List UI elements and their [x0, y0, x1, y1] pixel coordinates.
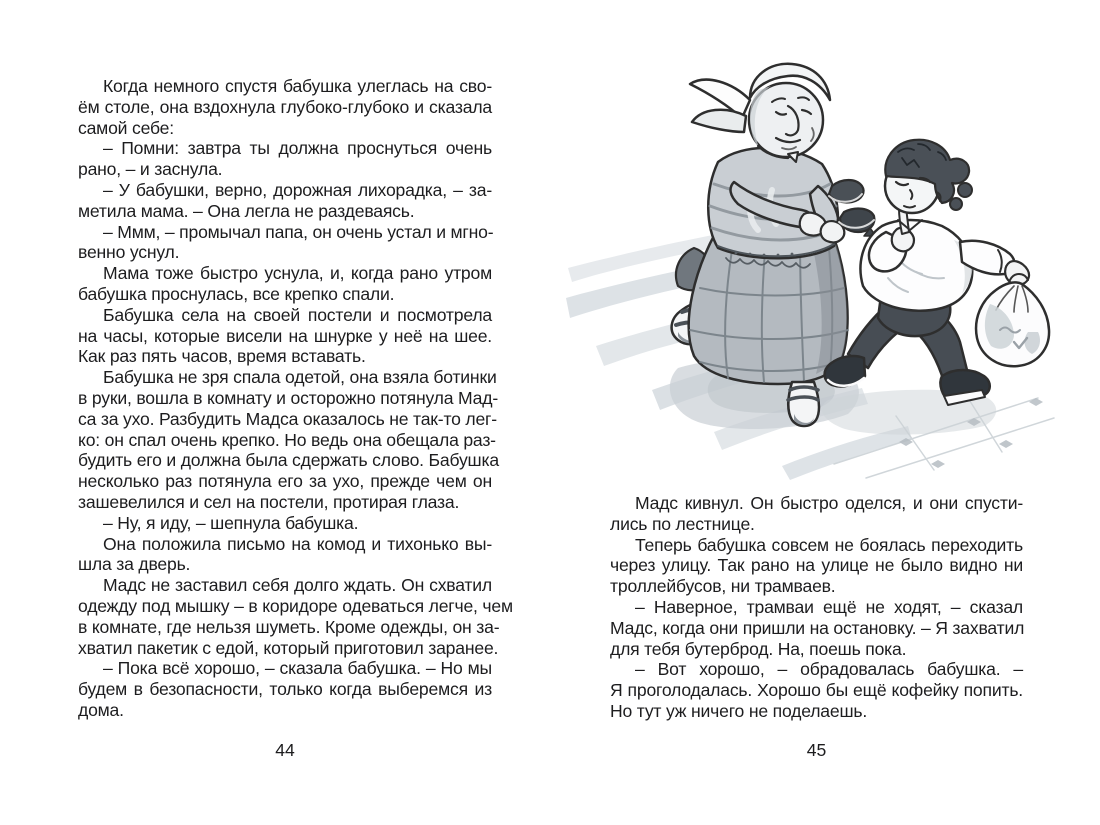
text-line: – Пока всё хорошо, – сказала бабушка. – Но мы: [103, 658, 492, 679]
text-line: лись по лестнице.: [610, 513, 755, 534]
boy-figure: [825, 140, 1049, 405]
illustration-grandma-and-boy: [566, 36, 1073, 481]
text-line: Мадс не заставил себя долго ждать. Он схватил: [103, 575, 492, 596]
text-line: на часы, которые висели на шнурке у неё на шее.: [78, 325, 492, 346]
text-line: Бабушка не зря спала одетой, она взяла ботинки: [103, 367, 497, 388]
text-line: – Наверное, трамваи ещё не ходят, – сказал: [635, 596, 1023, 617]
text-line: метила мама. – Она легла не раздеваясь.: [78, 200, 415, 221]
page-left-text: [78, 76, 513, 721]
text-line: в комнате, где нельзя шуметь. Кроме одежды, он за-: [78, 616, 500, 637]
text-line: несколько раз потянула его за ухо, прежде чем он: [78, 471, 492, 492]
text-line: самой себе:: [78, 117, 174, 138]
page-right-text: [610, 493, 1023, 722]
text-line: Как раз пять часов, время вставать.: [78, 346, 366, 367]
text-line: бабушка проснулась, все крепко спали.: [78, 283, 395, 304]
text-line: Мадс кивнул. Он быстро оделся, и они спусти-: [635, 493, 1023, 513]
text-line: Мама тоже быстро уснула, и, когда рано утром: [103, 263, 492, 284]
text-line: Когда немного спустя бабушка улеглась на сво-: [103, 76, 492, 96]
text-line: Мадс, когда они пришли на остановку. – Я захватил: [610, 617, 1025, 638]
text-line: хватил пакетик с едой, который приготовил заранее.: [78, 637, 499, 658]
text-line: будем в безопасности, только когда выберемся из: [78, 679, 492, 700]
text-line: – Ммм, – промычал папа, он очень устал и мгно-: [103, 221, 494, 242]
text-line: – У бабушки, верно, дорожная лихорадка, – за-: [103, 179, 492, 200]
text-line: са за ухо. Разбудить Мадса оказалось не так-то лег-: [78, 408, 497, 429]
text-line: Теперь бабушка совсем не боялась переходить: [635, 534, 1023, 555]
plastic-bag: [976, 274, 1049, 366]
text-line: – Помни: завтра ты должна проснуться очень: [103, 138, 492, 159]
text-line: одежду под мышку – в коридоре одеваться легче, чем: [78, 595, 513, 616]
text-line: Бабушка села на своей постели и посмотрела: [103, 304, 492, 325]
text-line: для тебя бутерброд. На, поешь пока.: [610, 638, 907, 659]
text-line: в руки, вошла в комнату и осторожно потянула Мад-: [78, 387, 498, 408]
text-line: троллейбусов, ни трамваев.: [610, 576, 836, 597]
text-line: дома.: [78, 699, 124, 720]
text-line: – Вот хорошо, – обрадовалась бабушка. –: [635, 659, 1023, 680]
text-line: через улицу. Так рано на улице не было видно ни: [610, 555, 1023, 576]
text-line: Она положила письмо на комод и тихонько вы-: [103, 533, 492, 554]
page-number-right: 45: [806, 740, 827, 760]
text-line: шла за дверь.: [78, 554, 191, 575]
text-line: рано, – и заснула.: [78, 159, 223, 180]
text-line: Я проголодалась. Хорошо бы ещё кофейку попить.: [610, 680, 1023, 701]
text-line: ём столе, она вздохнула глубоко-глубоко и сказала: [78, 96, 492, 117]
text-line: венно уснул.: [78, 242, 180, 263]
text-line: – Ну, я иду, – шепнула бабушка.: [103, 512, 359, 533]
page-number-left: 44: [275, 740, 295, 760]
text-line: будить его и должна была сдержать слово. Бабушка: [78, 450, 499, 471]
text-line: зашевелился и сел на постели, протирая глаза.: [78, 491, 460, 512]
text-line: Но тут уж ничего не поделаешь.: [610, 700, 868, 721]
text-line: ко: он спал очень крепко. Но ведь она обещала раз-: [78, 429, 496, 450]
